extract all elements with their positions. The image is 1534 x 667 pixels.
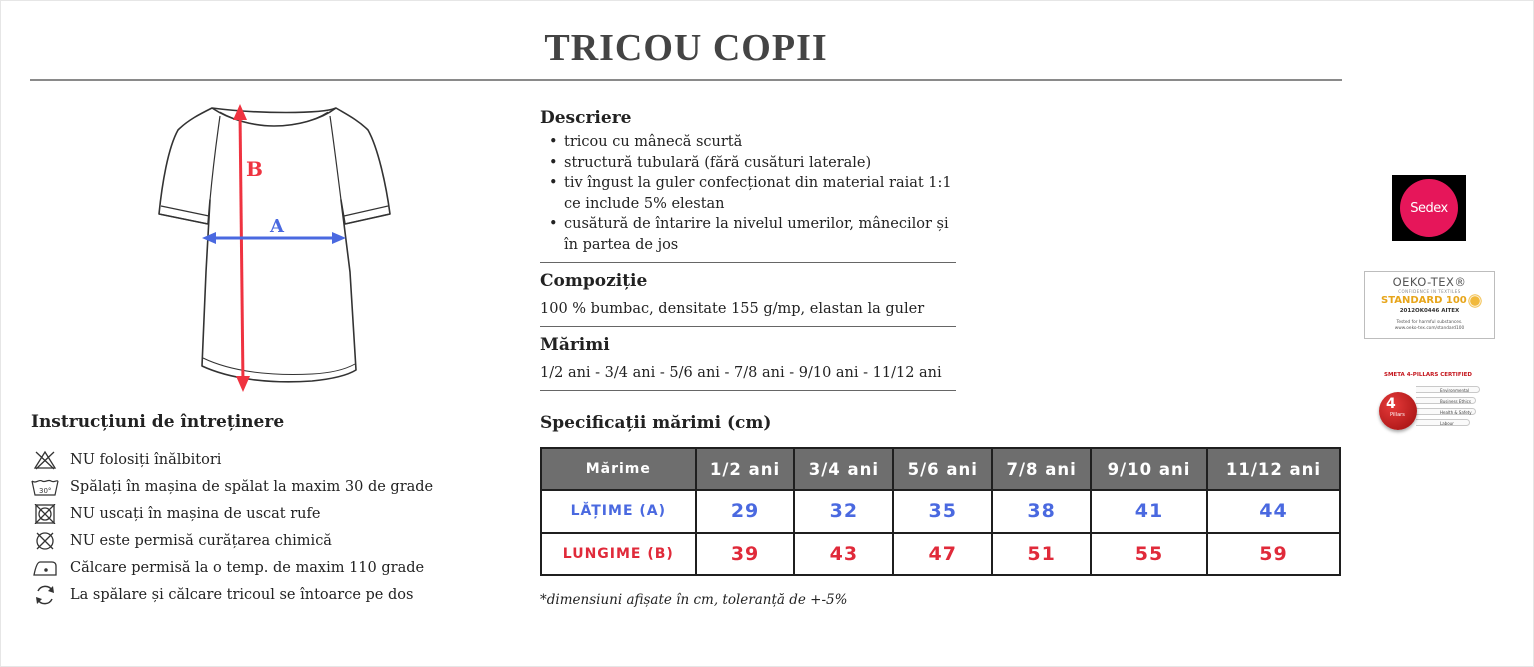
- divider: [540, 390, 956, 391]
- description-title: Descriere: [540, 108, 632, 128]
- header-size: 7/8 ani: [992, 448, 1091, 490]
- width-value: 38: [992, 490, 1091, 532]
- composition-text: 100 % bumbac, densitate 155 g/mp, elastan la guler: [540, 301, 925, 317]
- description-item: • structură tubulară (fără cusături laterale): [540, 153, 956, 174]
- smeta-pillar: Labour: [1416, 419, 1470, 426]
- length-value: 55: [1091, 533, 1207, 575]
- care-text: La spălare și călcare tricoul se întoarce pe dos: [70, 586, 414, 603]
- width-value: 41: [1091, 490, 1207, 532]
- sizes-text: 1/2 ani - 3/4 ani - 5/6 ani - 7/8 ani - 9/10 ani - 11/12 ani: [540, 365, 942, 381]
- smeta-pillar: Environmental: [1416, 386, 1480, 393]
- care-text: NU uscați în mașina de uscat rufe: [70, 505, 321, 522]
- header-size: 3/4 ani: [794, 448, 893, 490]
- care-text: Spălați în mașina de spălat la maxim 30 de grade: [70, 478, 434, 495]
- svg-text:30°: 30°: [39, 486, 52, 495]
- header-size: 1/2 ani: [696, 448, 795, 490]
- description-item: • tricou cu mânecă scurtă: [540, 132, 956, 153]
- table-header-row: [541, 448, 1340, 490]
- oeko-code: 2012OK0446 AITEX: [1399, 308, 1460, 314]
- turn-inside-out-icon: [31, 584, 59, 606]
- oeko-tested: Tested for harmful substances.: [1396, 320, 1463, 325]
- sedex-logo: [1392, 175, 1466, 241]
- oeko-tex-logo: [1364, 271, 1495, 339]
- oeko-fineprint: [1365, 320, 1494, 332]
- divider: [540, 262, 956, 263]
- oeko-tagline: CONFIDENCE IN TEXTILES: [1398, 289, 1461, 294]
- product-info: [540, 108, 956, 399]
- care-title: Instrucțiuni de întreținere: [31, 412, 285, 432]
- title-divider: [30, 79, 1342, 81]
- table-row-width: [541, 490, 1340, 532]
- no-tumble-dry-icon: [31, 503, 59, 525]
- width-value: 29: [696, 490, 795, 532]
- table-row-length: [541, 533, 1340, 575]
- label-a: A: [270, 216, 284, 237]
- no-dry-clean-icon: [31, 530, 59, 552]
- sizes-title: Mărimi: [540, 335, 610, 355]
- divider: [540, 326, 956, 327]
- smeta-disc: [1379, 392, 1417, 430]
- header-size: 5/6 ani: [893, 448, 992, 490]
- oeko-url: www.oeko-tex.com/standard100: [1394, 326, 1465, 331]
- spec-title: Specificații mărimi (cm): [540, 413, 772, 433]
- length-value: 43: [794, 533, 893, 575]
- description-list: [540, 132, 956, 255]
- oeko-standard: STANDARD 100: [1381, 295, 1467, 306]
- label-b: B: [246, 157, 263, 181]
- care-item: [31, 581, 433, 608]
- sedex-logo-text: Sedex: [1400, 179, 1458, 237]
- oeko-sun-icon: [1467, 293, 1483, 309]
- length-arrow: [240, 112, 243, 384]
- care-item: [31, 446, 433, 473]
- no-bleach-icon: [31, 449, 59, 471]
- composition-title: Compoziție: [540, 271, 648, 291]
- smeta-pillar: Health & Safety: [1416, 408, 1476, 415]
- care-text: NU este permisă curățarea chimică: [70, 532, 332, 549]
- tolerance-note: *dimensiuni afișate în cm, toleranță de +-5%: [540, 592, 848, 608]
- description-item: • tiv îngust la guler confecționat din material raiat 1:1 ce include 5% elestan: [540, 173, 956, 214]
- oeko-name: OEKO-TEX®: [1392, 275, 1467, 289]
- care-item: [31, 500, 433, 527]
- care-item: [31, 473, 433, 500]
- length-value: 51: [992, 533, 1091, 575]
- smeta-logo: [1376, 372, 1486, 434]
- care-item: [31, 527, 433, 554]
- size-spec-table: [540, 447, 1341, 576]
- care-text: NU folosiți înălbitori: [70, 451, 222, 468]
- smeta-pillar: Business Ethics: [1416, 397, 1476, 404]
- care-list: [31, 446, 433, 608]
- width-label: LĂȚIME (A): [541, 490, 696, 532]
- smeta-word: Pillars: [1390, 412, 1405, 418]
- tshirt-diagram: [150, 96, 400, 396]
- care-item: [31, 554, 433, 581]
- width-value: 32: [794, 490, 893, 532]
- width-value: 35: [893, 490, 992, 532]
- length-label: LUNGIME (B): [541, 533, 696, 575]
- page-title: TRICOU COPII: [544, 27, 828, 69]
- care-text: Călcare permisă la o temp. de maxim 110 grade: [70, 559, 425, 576]
- description-item: • cusătură de întarire la nivelul umerilor, mânecilor și în partea de jos: [540, 214, 956, 255]
- header-size: 9/10 ani: [1091, 448, 1207, 490]
- iron-low-icon: [31, 557, 59, 579]
- width-value: 44: [1207, 490, 1340, 532]
- header-size-label: Mărime: [541, 448, 696, 490]
- length-value: 47: [893, 533, 992, 575]
- smeta-head: SMETA 4-PILLARS CERTIFIED: [1384, 372, 1472, 378]
- smeta-number: 4: [1386, 396, 1396, 412]
- length-value: 39: [696, 533, 795, 575]
- length-value: 59: [1207, 533, 1340, 575]
- wash-30-icon: [31, 476, 59, 498]
- header-size: 11/12 ani: [1207, 448, 1340, 490]
